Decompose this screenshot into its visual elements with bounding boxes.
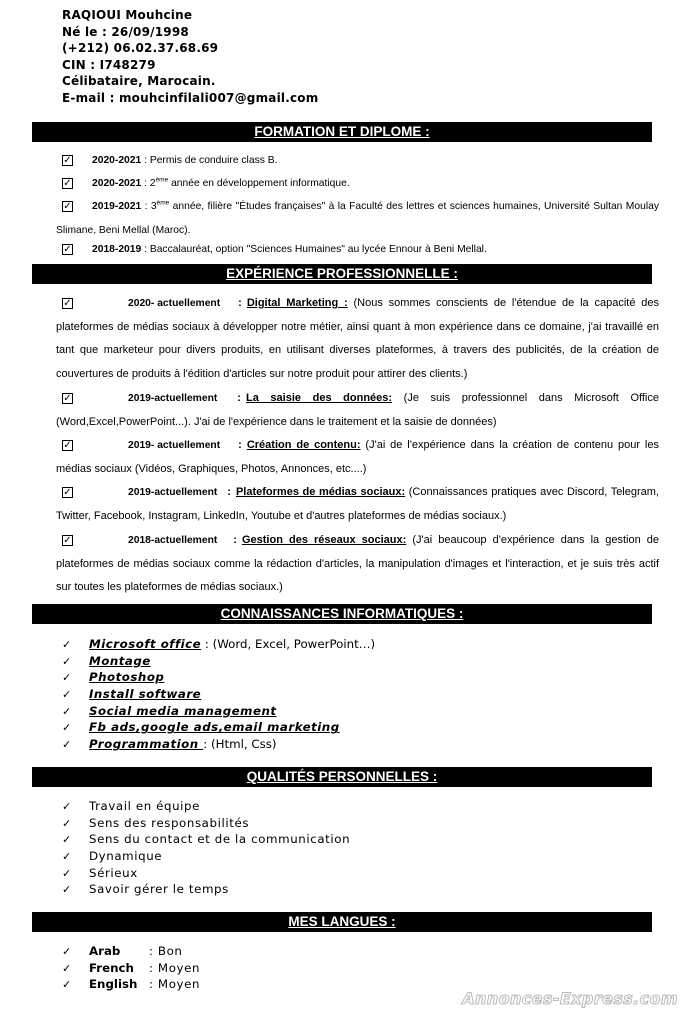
experience-text: (J'ai beaucoup d'expérience dans la gestion de plateformes de médias sociaux comme la rédaction d'articles, la manipulation d'images et l'interaction, et je suis très actif sur toutes les plateformes de médias sociaux.) <box>56 534 659 594</box>
check-icon: ✓ <box>62 850 72 864</box>
qualite-text: Sens des responsabilités <box>89 815 250 830</box>
checkbox-icon: ✓ <box>63 298 72 309</box>
formation-text: année, filière "Études françaises" à la Faculté des lettres et sciences humaines, Université Sultan Moulay Slimane, Beni Mellal (Maroc). <box>56 201 659 236</box>
formation-period: 2019-2021 <box>92 201 142 212</box>
phone-number: (+212) 06.02.37.68.69 <box>62 41 219 56</box>
formation-item <box>56 172 659 196</box>
experience-period: 2019- actuellement <box>128 440 221 451</box>
langue-name: French <box>89 960 134 975</box>
experience-title: Gestion des réseaux sociaux: <box>241 534 407 546</box>
informatique-title: Microsoft office <box>89 637 202 651</box>
formation-period: 2020-2021 <box>92 155 142 166</box>
langue-level: : Moyen <box>149 977 201 992</box>
check-icon: ✓ <box>62 688 72 702</box>
langues-list <box>62 943 200 993</box>
informatique-item <box>62 703 375 720</box>
experience-period: 2018-actuellement <box>128 535 218 546</box>
checkbox-icon: ✓ <box>63 155 72 166</box>
experience-separator: : <box>238 297 242 309</box>
qualites-list <box>62 798 350 898</box>
informatique-item <box>62 636 375 653</box>
qualite-text: Savoir gérer le temps <box>89 882 229 897</box>
formation-sup: ème <box>155 176 169 184</box>
checkbox-icon: ✓ <box>63 487 72 498</box>
qualite-text: Dynamique <box>89 849 163 864</box>
section-informatique-header: CONNAISSANCES INFORMATIQUES : <box>32 604 652 624</box>
checkbox-icon: ✓ <box>63 244 72 255</box>
check-icon: ✓ <box>62 883 72 897</box>
experience-separator: : <box>237 392 241 404</box>
informatique-detail: : (Word, Excel, PowerPoint…) <box>201 637 376 651</box>
langue-item <box>62 976 200 993</box>
formation-period: 2020-2021 <box>92 178 142 189</box>
checkbox-icon: ✓ <box>63 201 72 212</box>
check-icon: ✓ <box>62 654 72 668</box>
informatique-title: Fb ads,google ads,email marketing <box>89 720 340 735</box>
informatique-list <box>62 636 375 753</box>
experience-period: 2020- actuellement <box>128 298 221 309</box>
formation-period: 2018-2019 <box>92 244 142 255</box>
check-icon: ✓ <box>62 866 72 880</box>
informatique-item <box>62 686 375 703</box>
qualite-text: Sérieux <box>89 865 138 880</box>
experience-separator: : <box>227 486 231 498</box>
formation-pre: : 2 <box>141 178 156 189</box>
qualite-item <box>62 848 350 865</box>
check-icon: ✓ <box>62 833 72 847</box>
experience-separator: : <box>238 439 242 451</box>
section-langues-header: MES LANGUES : <box>32 912 652 932</box>
experience-separator: : <box>233 534 237 546</box>
experience-text: (Je suis professionnel dans Microsoft Office (Word,Excel,PowerPoint...). J'ai de l'expérience dans le traitement et la saisie de données) <box>56 392 659 428</box>
langue-item <box>62 943 200 960</box>
langue-level: : Bon <box>149 944 183 958</box>
qualite-text: Sens du contact et de la communication <box>89 832 351 847</box>
checkbox-icon: ✓ <box>63 535 72 546</box>
section-experience-header: EXPÉRIENCE PROFESSIONNELLE : <box>32 264 652 284</box>
informatique-detail: : (Html, Css) <box>203 737 277 752</box>
formation-item <box>56 195 659 242</box>
formation-pre: : 3 <box>141 201 157 212</box>
checkbox-icon: ✓ <box>63 440 72 451</box>
personal-info <box>62 7 318 107</box>
section-formation-header: FORMATION ET DIPLOME : <box>32 122 652 142</box>
langue-level: : Moyen <box>149 960 201 975</box>
formation-item <box>56 149 659 173</box>
informatique-title: Install software <box>89 687 202 702</box>
experience-period: 2019-actuellement <box>128 393 218 404</box>
qualite-item <box>62 815 350 832</box>
informatique-title: Montage <box>89 653 151 668</box>
experience-item <box>56 434 659 481</box>
check-icon: ✓ <box>62 738 72 752</box>
experience-period: 2019-actuellement <box>128 487 218 498</box>
qualite-item <box>62 831 350 848</box>
experience-title: La saisie des données: <box>245 392 393 404</box>
checkbox-icon: ✓ <box>63 393 72 404</box>
experience-text: (J'ai de l'expérience dans la création de contenu pour les médias sociaux (Vidéos, Graphiques, Photos, Annonces, etc....) <box>56 439 659 475</box>
qualite-text: Travail en équipe <box>89 799 200 813</box>
experience-item <box>56 292 659 386</box>
formation-text: : Baccalauréat, option "Sciences Humaines" au lycée Ennour à Beni Mellal. <box>141 244 487 255</box>
check-icon: ✓ <box>62 978 72 992</box>
cin-number: CIN : I748279 <box>62 57 156 72</box>
experience-item <box>56 529 659 600</box>
full-name: RAQIOUI Mouhcine <box>62 8 193 22</box>
langue-item <box>62 960 200 977</box>
informatique-title: Programmation <box>89 737 204 752</box>
langue-name: Arab <box>89 944 121 958</box>
experience-text: (Connaissances pratiques avec Discord, Telegram, Twitter, Facebook, Instagram, LinkedIn, Youtube et d'autres plateformes de médias sociaux.) <box>56 486 659 522</box>
check-icon: ✓ <box>62 638 72 651</box>
section-qualites-header: QUALITÉS PERSONNELLES : <box>32 767 652 787</box>
formation-text: : Permis de conduire class B. <box>141 155 278 166</box>
informatique-item <box>62 719 375 736</box>
informatique-item <box>62 669 375 686</box>
check-icon: ✓ <box>62 961 72 975</box>
informatique-item <box>62 736 375 753</box>
langue-name: English <box>89 977 138 992</box>
formation-item <box>56 238 659 262</box>
check-icon: ✓ <box>62 671 72 685</box>
informatique-title: Photoshop <box>89 670 165 685</box>
formation-text: année en développement informatique. <box>168 178 350 189</box>
experience-text: (Nous sommes conscients de l'étendue de la capacité des plateformes de médias sociaux à développer notre métier, ainsi quant à mon expérience dans ce domaine, j'ai travaillé en tant que marketeur pour divers produits, en utilisant diverses plateformes, à travers des publicités, de la création de couvertures de produits à l'édition d'articles sur notre produit pour attirer des clients.) <box>56 297 659 380</box>
experience-title: Digital Marketing : <box>246 297 348 309</box>
check-icon: ✓ <box>62 800 72 813</box>
experience-item <box>56 481 659 528</box>
qualite-item <box>62 881 350 898</box>
civil-status: Célibataire, Marocain. <box>62 74 216 89</box>
check-icon: ✓ <box>62 704 72 718</box>
watermark-logo: Annonces-Express.com <box>462 989 678 1008</box>
email-address: E-mail : mouhcinfilali007@gmail.com <box>62 90 319 105</box>
qualite-item <box>62 865 350 882</box>
experience-title: Plateformes de médias sociaux: <box>235 486 406 498</box>
experience-item <box>56 387 659 434</box>
check-icon: ✓ <box>62 721 72 735</box>
formation-sup: ème <box>156 199 170 207</box>
experience-title: Création de contenu: <box>246 439 361 451</box>
birth-date: Né le : 26/09/1998 <box>62 24 189 39</box>
checkbox-icon: ✓ <box>63 178 72 189</box>
informatique-item <box>62 653 375 670</box>
qualite-item <box>62 798 350 815</box>
check-icon: ✓ <box>62 816 72 830</box>
informatique-title: Social media management <box>89 703 277 718</box>
check-icon: ✓ <box>62 945 72 958</box>
